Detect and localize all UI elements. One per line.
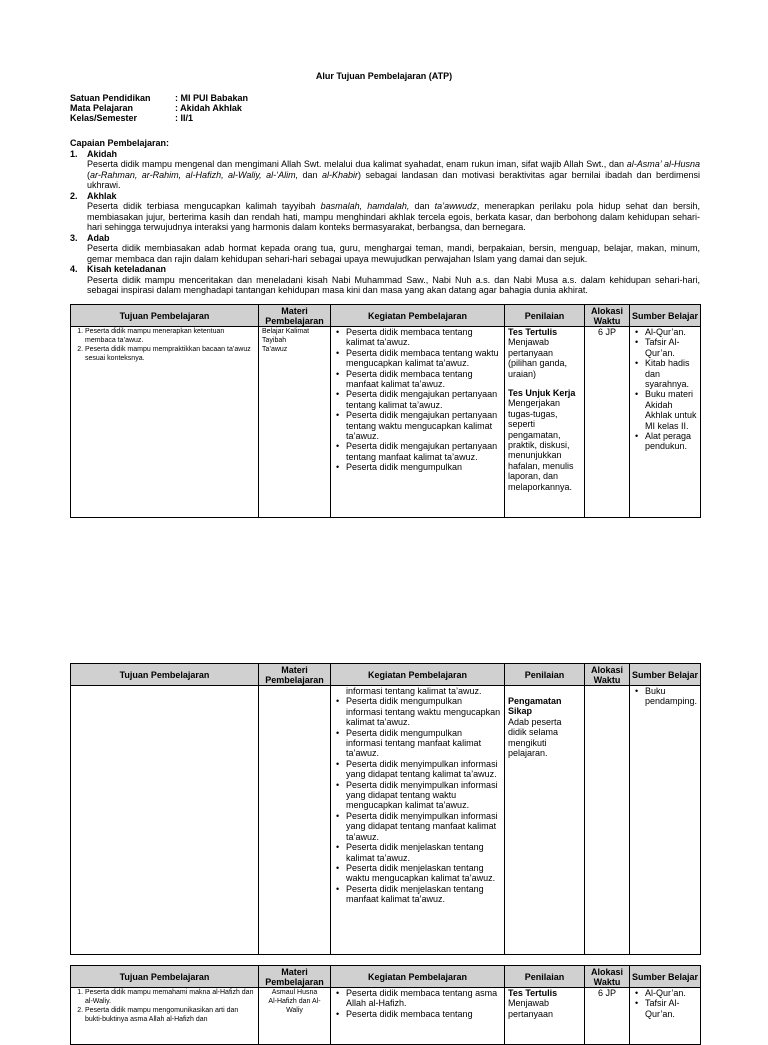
header-sumber: Sumber Belajar	[630, 966, 701, 988]
sumber-item: • Buku materi Akidah Akhlak untuk MI kelas II.	[645, 389, 697, 431]
materi-line: Ta’awuz	[262, 346, 288, 353]
section-heading	[70, 264, 700, 275]
materi-line: Asmaul Husna	[271, 989, 318, 996]
header-penilaian: Penilaian	[505, 305, 585, 327]
kegiatan-item: • Peserta didik mengajukan pertanyaan tentang manfaat kalimat ta’awuz.	[346, 441, 501, 462]
section-body: Peserta didik mampu mengenal dan mengimani Allah Swt. melalui dua kalimat syahadat, enam rukun iman, sifat wajib Allah Swt., dan al-Asma’ al-Husna (ar-Rahman, ar-Rahim, al-Hafizh, al-Waliy, al-‘Alim, dan al-Khabir) sebagai landasan dan motivasi beraktivitas agar bernilai ibadah dan berdimensi ukhrawi.	[87, 159, 701, 190]
kegiatan-item: • Peserta didik mengajukan pertanyaan tentang kalimat ta’awuz.	[346, 389, 501, 410]
sumber-cell	[630, 988, 701, 1045]
kegiatan-cell	[331, 327, 505, 518]
section-title: Kisah keteladanan	[87, 264, 167, 274]
info-label: Satuan Pendidikan	[70, 93, 151, 103]
tujuan-item: 2. Peserta didik mampu mengomunikasikan arti dan bukti-buktinya asma Allah al-Hafizh dan	[85, 1006, 255, 1024]
kegiatan-item: • Peserta didik membaca tentang manfaat kalimat ta’awuz.	[346, 369, 501, 390]
header-tujuan: Tujuan Pembelajaran	[71, 664, 259, 686]
section-number: 1.	[70, 148, 78, 159]
section-title: Adab	[87, 232, 110, 243]
header-alokasi: Alokasi Waktu	[585, 664, 630, 686]
header-kegiatan: Kegiatan Pembelajaran	[331, 966, 505, 988]
sumber-item: • Al-Qur’an.	[645, 988, 697, 998]
penilaian-body: Mengerjakan tugas-tugas, seperti pengamatan, praktik, diskusi, menunjukkan hafalan, menulis laporan, dan melaporkannya.	[508, 398, 574, 492]
kegiatan-item: • Peserta didik membaca tentang waktu mengucapkan kalimat ta’awuz.	[346, 348, 501, 369]
section-heading	[70, 191, 700, 202]
materi-cell	[259, 988, 331, 1045]
sumber-cell	[630, 686, 701, 955]
penilaian-cell	[505, 327, 585, 518]
identity-block	[70, 93, 248, 123]
kegiatan-item: • Peserta didik mengajukan pertanyaan tentang waktu mengucapkan kalimat ta’awuz.	[346, 410, 501, 441]
section-heading	[70, 233, 700, 244]
header-sumber: Sumber Belajar	[630, 305, 701, 327]
sumber-item: • Buku pendamping.	[645, 686, 697, 707]
sumber-item: • Al-Qur’an.	[645, 327, 697, 337]
header-alokasi: Alokasi Waktu	[585, 966, 630, 988]
atp-table-2	[70, 663, 701, 955]
section-body: Peserta didik terbiasa mengucapkan kalimah tayyibah basmalah, hamdalah, dan ta’awwudz, menerapkan perilaku pola hidup sehat dan bersih, membiasakan jujur, berterima kasih dan rendah hati, mampu menghindari akhlak tercela egois, berkata kasar, dan berbohong dalam kehidupan sehari-hari sehingga terwujudnya interaksi yang harmonis dalam konteks bermasyarakat, berbangsa, dan bernegara.	[87, 201, 700, 232]
kegiatan-item: • Peserta didik menjelaskan tentang manfaat kalimat ta’awuz.	[346, 884, 501, 905]
header-materi: Materi Pembelajaran	[259, 305, 331, 327]
tujuan-item: 2. Peserta didik mampu mempraktikkan bacaan ta’awuz sesuai konteksnya.	[85, 345, 255, 363]
kegiatan-continued: informasi tentang kalimat ta’awuz.	[346, 686, 482, 696]
penilaian-cell	[505, 988, 585, 1045]
header-kegiatan: Kegiatan Pembelajaran	[331, 664, 505, 686]
info-label: Mata Pelajaran	[70, 103, 134, 113]
materi-line: Al-Hafizh dan Al-	[268, 998, 321, 1005]
penilaian-body: Adab peserta didik selama mengikuti pelajaran.	[508, 716, 562, 759]
header-penilaian: Penilaian	[505, 664, 585, 686]
header-penilaian: Penilaian	[505, 966, 585, 988]
kegiatan-cell	[331, 988, 505, 1045]
penilaian-body: Menjawab pertanyaan	[508, 998, 554, 1019]
tujuan-item: 1. Peserta didik mampu menerapkan ketentuan membaca ta’awuz.	[85, 327, 255, 345]
kegiatan-item: • Peserta didik menyimpulkan informasi yang didapat tentang manfaat kalimat ta’awuz.	[346, 811, 501, 842]
info-label: Kelas/Semester	[70, 113, 138, 123]
header-alokasi: Alokasi Waktu	[585, 305, 630, 327]
section-heading	[70, 149, 700, 160]
penilaian-title: Tes Unjuk Kerja	[508, 388, 576, 399]
kegiatan-item: • Peserta didik mengumpulkan informasi tentang waktu mengucapkan kalimat ta’awuz.	[346, 696, 501, 727]
header-tujuan: Tujuan Pembelajaran	[71, 305, 259, 327]
header-materi: Materi Pembelajaran	[259, 664, 331, 686]
sumber-cell	[630, 327, 701, 518]
info-value: : II/1	[175, 113, 194, 123]
tujuan-item: 1. Peserta didik mampu memahami makna al-Hafizh dan al-Waliy.	[85, 988, 255, 1006]
capaian-pembelajaran	[70, 138, 700, 296]
header-sumber: Sumber Belajar	[630, 664, 701, 686]
tujuan-cell	[71, 686, 259, 955]
alokasi-cell	[585, 686, 630, 955]
header-materi: Materi Pembelajaran	[259, 966, 331, 988]
penilaian-cell	[505, 686, 585, 955]
sumber-item: • Alat peraga pendukun.	[645, 431, 697, 452]
penilaian-body: Menjawab pertanyaan (pilihan ganda, uraian)	[508, 337, 568, 379]
kegiatan-item: • Peserta didik menjelaskan tentang waktu mengucapkan kalimat ta’awuz.	[346, 863, 501, 884]
kegiatan-item: • Peserta didik mengumpulkan	[346, 462, 501, 472]
atp-table-3	[70, 965, 701, 1045]
materi-line: Tayibah	[262, 337, 287, 344]
section-title: Akhlak	[87, 190, 117, 201]
materi-cell	[259, 686, 331, 955]
kegiatan-item: • Peserta didik membaca tentang kalimat ta’awuz.	[346, 327, 501, 348]
header-kegiatan: Kegiatan Pembelajaran	[331, 305, 505, 327]
header-tujuan: Tujuan Pembelajaran	[71, 966, 259, 988]
sumber-item: • Kitab hadis dan syarahnya.	[645, 358, 697, 389]
kegiatan-item: • Peserta didik mengumpulkan informasi tentang manfaat kalimat ta’awuz.	[346, 728, 501, 759]
penilaian-title: Tes Tertulis	[508, 988, 558, 998]
materi-line: Waliy	[286, 1007, 303, 1014]
tujuan-cell	[71, 988, 259, 1045]
tujuan-cell	[71, 327, 259, 518]
info-value: : Akidah Akhlak	[175, 103, 242, 113]
info-value: : MI PUI Babakan	[175, 93, 249, 103]
document-title: Alur Tujuan Pembelajaran (ATP)	[315, 71, 453, 81]
section-number: 2.	[70, 190, 78, 201]
section-title: Akidah	[87, 148, 118, 159]
materi-line: Belajar Kalimat	[262, 328, 310, 335]
materi-cell	[259, 327, 331, 518]
kegiatan-item: • Peserta didik menyimpulkan informasi yang didapat tentang waktu mengucapkan kalimat ta’awuz.	[346, 780, 501, 811]
sumber-item: • Tafsir Al-Qur’an.	[645, 998, 697, 1019]
section-number: 3.	[70, 232, 78, 243]
penilaian-title: Pengamatan Sikap	[508, 696, 562, 717]
kegiatan-item: • Peserta didik membaca tentang asma Allah al-Hafizh.	[346, 988, 501, 1009]
alokasi-cell: 6 JP	[585, 327, 630, 518]
penilaian-title: Tes Tertulis	[508, 327, 558, 337]
section-body: Peserta didik membiasakan adab hormat kepada orang tua, guru, menghargai teman, mandi, berpakaian, bersin, menguap, belajar, makan, minum, gemar membaca dan rajin dalam kehidupan sehari-hari sebagai upaya mewujudkan perwajahan Islam yang damai dan sejuk.	[87, 243, 700, 264]
capaian-heading: Capaian Pembelajaran:	[70, 138, 170, 148]
section-body: Peserta didik mampu menceritakan dan meneladani kisah Nabi Muhammad Saw., Nabi Nuh a.s. dan Nabi Musa a.s. dalam kehidupan sehari-hari, sebagai inspirasi dalam menghadapi tantangan kehidupan masa kini dan masa yang akan datang agar bahagia dunia akhirat.	[87, 274, 700, 295]
kegiatan-item: • Peserta didik membaca tentang	[346, 1009, 501, 1019]
alokasi-cell: 6 JP	[585, 988, 630, 1045]
kegiatan-item: • Peserta didik menyimpulkan informasi yang didapat tentang kalimat ta’awuz.	[346, 759, 501, 780]
section-number: 4.	[70, 264, 78, 274]
kegiatan-cell	[331, 686, 505, 955]
sumber-item: • Tafsir Al-Qur’an.	[645, 337, 697, 358]
kegiatan-item: • Peserta didik menjelaskan tentang kalimat ta’awuz.	[346, 842, 501, 863]
atp-table-1	[70, 304, 701, 518]
